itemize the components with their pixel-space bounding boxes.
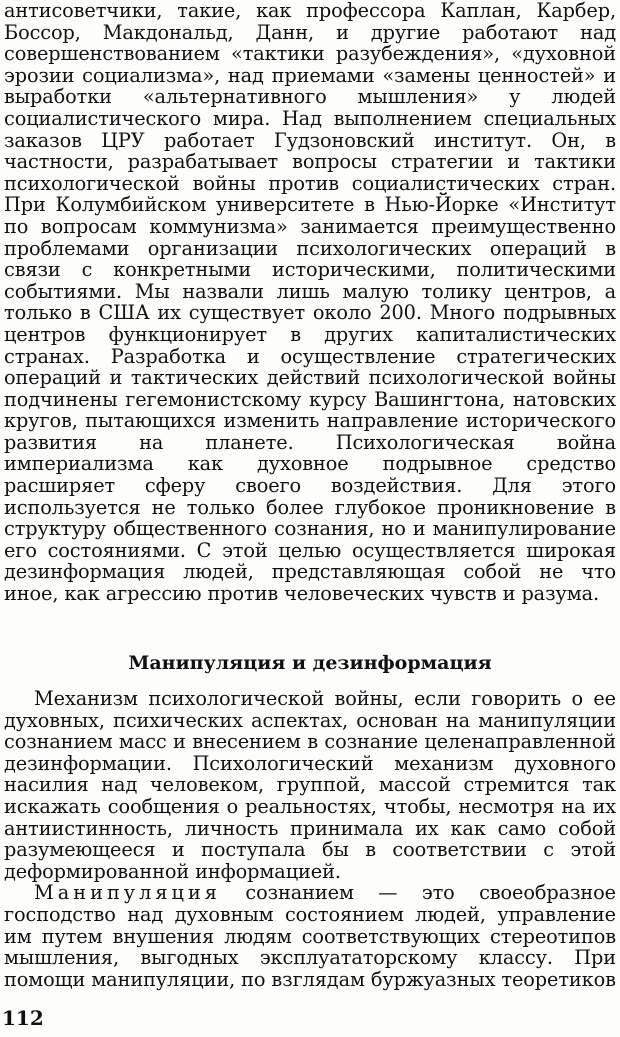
- spaced-term: Манипуляция: [34, 881, 221, 905]
- text-block-bottom: [4, 688, 616, 990]
- section-heading: Манипуляция и дезинформация: [128, 652, 492, 674]
- text-block-top: [4, 0, 616, 605]
- page-number: 112: [2, 1006, 44, 1030]
- paragraph-manipulation: [4, 882, 616, 990]
- paragraph-manipulation-text: сознанием — это своеобразное господство над духовным состоянием людей, управление им путем внушения людям соответствующих стереотипов мышления, выгодных эксплуататорскому классу. При помощи манипуляции, по взглядам буржуазных теоретиков: [4, 881, 616, 991]
- paragraph-mechanism: Механизм психологической войны, если говорить о ее духовных, психических аспектах, основан на манипуляции сознанием масс и внесением в сознание целенаправленной дезинформации. Психологический механизм духовного насилия над человеком, группой, массой стремится так искажать сообщения о реальностях, чтобы, несмотря на их антиистинность, личность принимала их как само собой разумеющееся и поступала бы в соответствии с этой деформированной информацией.: [4, 687, 616, 883]
- paragraph-continued: антисоветчики, такие, как профессора Каплан, Карбер, Боссор, Макдональд, Данн, и другие работают над совершенствованием «тактики разубеждения», «духовной эрозии социализма», над приемами «замены ценностей» и выработки «альтернативного мышления» у людей социалистического мира. Над выполнением специальных заказов ЦРУ работает Гудзоновский институт. Он, в частности, разрабатывает вопросы стратегии и тактики психологической войны против социалистических стран. При Колумбийском университете в Нью-Йорке «Институт по вопросам коммунизма» занимается преимущественно проблемами организации психологических операций в связи с конкретными историческими, политическими событиями. Мы назвали лишь малую толику центров, а только в США их существует около 200. Много подрывных центров функционирует в других капиталистических странах. Разработка и осуществление стратегических операций и тактических действий психологической войны подчинены гегемонистскому курсу Вашингтона, натовских кругов, пытающихся изменить направление исторического развития на планете. Психологическая война империализма как духовное подрывное средство расширяет сферу своего воздействия. Для этого используется не только более глубокое проникновение в структуру общественного сознания, но и манипулирование его состояниями. С этой целью осуществляется широкая дезинформация людей, представляющая собой не что иное, как агрессию против человеческих чувств и разума.: [4, 0, 616, 606]
